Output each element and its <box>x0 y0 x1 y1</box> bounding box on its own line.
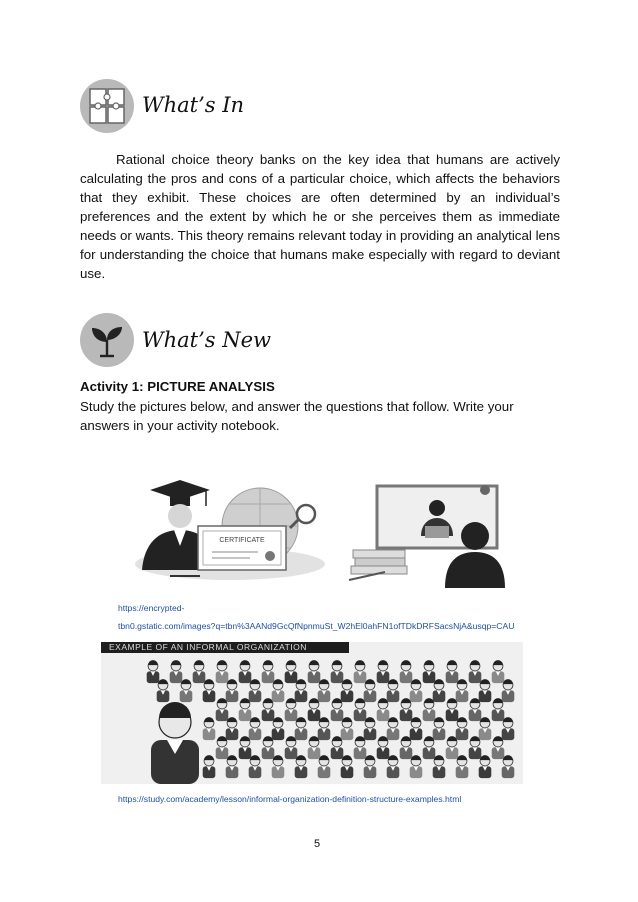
crowd-person <box>387 679 400 702</box>
crowd-person <box>377 660 390 683</box>
crowd-person <box>239 660 252 683</box>
crowd-person <box>492 698 505 721</box>
crowd-person <box>377 736 390 759</box>
puzzle-icon <box>80 79 134 133</box>
whats-in-paragraph <box>80 150 560 283</box>
crowd-person <box>423 660 436 683</box>
crowd-person <box>469 736 482 759</box>
crowd-person <box>331 736 344 759</box>
certificate-label: CERTIFICATE <box>219 537 265 544</box>
sprout-icon <box>80 313 134 367</box>
crowd-person <box>502 679 515 702</box>
crowd-person <box>272 679 285 702</box>
crowd-person <box>262 736 275 759</box>
crowd-person <box>354 736 367 759</box>
crowd-person <box>387 755 400 778</box>
crowd-person <box>203 679 216 702</box>
crowd-person <box>157 679 170 702</box>
crowd-person <box>285 698 298 721</box>
crowd-person <box>479 679 492 702</box>
crowd-person <box>354 698 367 721</box>
crowd-person <box>446 660 459 683</box>
crowd-person <box>180 679 193 702</box>
crowd-person <box>354 660 367 683</box>
crowd-person <box>492 736 505 759</box>
crowd-person <box>400 698 413 721</box>
crowd-person <box>308 660 321 683</box>
crowd-person <box>433 717 446 740</box>
crowd-person <box>249 755 262 778</box>
foreground-person <box>151 702 199 784</box>
crowd-person <box>308 698 321 721</box>
crowd-person <box>239 698 252 721</box>
crowd-person <box>216 698 229 721</box>
image-source-link-2[interactable]: https://study.com/academy/lesson/informal-organization-definition-structure-examples.html <box>118 794 462 804</box>
crowd-person <box>262 698 275 721</box>
image-source-link-1-line1[interactable]: https://encrypted- <box>118 603 185 613</box>
crowd-person <box>502 717 515 740</box>
crowd-person <box>249 679 262 702</box>
crowd-person <box>272 755 285 778</box>
crowd-person <box>203 717 216 740</box>
crowd-person <box>341 679 354 702</box>
crowd-person <box>272 717 285 740</box>
crowd-person <box>364 755 377 778</box>
informal-organization-picture <box>101 642 523 784</box>
crowd-person <box>469 660 482 683</box>
crowd-person <box>492 660 505 683</box>
image-source-link-1[interactable] <box>118 602 538 632</box>
crowd-person <box>170 660 183 683</box>
crowd-person <box>410 679 423 702</box>
crowd-person <box>249 717 262 740</box>
crowd-person <box>410 717 423 740</box>
crowd-person <box>203 755 216 778</box>
crowd-person <box>341 717 354 740</box>
crowd-person <box>364 717 377 740</box>
crowd-person <box>446 698 459 721</box>
crowd-person <box>456 755 469 778</box>
crowd-person <box>226 717 239 740</box>
crowd-person <box>285 736 298 759</box>
crowd-person <box>318 679 331 702</box>
crowd-person <box>193 660 206 683</box>
graduate-picture <box>130 474 330 584</box>
crowd-person <box>433 755 446 778</box>
crowd-person <box>226 755 239 778</box>
crowd-person <box>331 660 344 683</box>
crowd-person <box>216 736 229 759</box>
crowd-person <box>285 660 298 683</box>
crowd-person <box>262 660 275 683</box>
activity-title: Activity 1: PICTURE ANALYSIS <box>80 379 275 394</box>
crowd-person <box>433 679 446 702</box>
page-number: 5 <box>314 838 321 850</box>
crowd-person <box>216 660 229 683</box>
crowd-person <box>377 698 390 721</box>
crowd-person <box>318 755 331 778</box>
activity-instructions: Study the pictures below, and answer the questions that follow. Write your answers in your activity notebook. <box>80 399 514 433</box>
crowd-person <box>423 736 436 759</box>
crowd-person <box>318 717 331 740</box>
crowd-person <box>446 736 459 759</box>
crowd-person <box>331 698 344 721</box>
online-class-picture <box>345 480 505 588</box>
crowd-person <box>502 755 515 778</box>
crowd-person <box>456 717 469 740</box>
crowd-person <box>239 736 252 759</box>
crowd-person <box>469 698 482 721</box>
crowd-person <box>341 755 354 778</box>
crowd-person <box>410 755 423 778</box>
crowd-illustration <box>101 642 523 784</box>
crowd-person <box>423 698 436 721</box>
crowd-person <box>387 717 400 740</box>
section-title-whats-new: What’s New <box>142 328 271 352</box>
crowd-person <box>479 755 492 778</box>
crowd-person <box>400 736 413 759</box>
crowd-person <box>295 755 308 778</box>
crowd-person <box>295 717 308 740</box>
crowd-person <box>295 679 308 702</box>
crowd-person <box>147 660 160 683</box>
section-title-whats-in: What’s In <box>142 93 245 117</box>
crowd-person <box>226 679 239 702</box>
informal-organization-banner-text: EXAMPLE OF AN INFORMAL ORGANIZATION <box>109 642 307 652</box>
whats-in-text: Rational choice theory banks on the key idea that humans are actively calculating the pros and cons of a particular choice, which affects the behaviors that they exhibit. These choices are often determined by an individual’s preferences and the extent by which he or she perceives them as immediate needs or wants. This theory remains relevant today in providing an analytical lens for understanding the choice that humans make especially with regard to deviant use. <box>80 152 560 281</box>
image-source-link-1-line2[interactable]: tbn0.gstatic.com/images?q=tbn%3AANd9GcQfNpnmuSt_W2hEl0ahFN1ofTDkDRFSacsNjA&usqp=CAU <box>118 621 515 631</box>
crowd-person <box>308 736 321 759</box>
crowd-person <box>400 660 413 683</box>
crowd-person <box>479 717 492 740</box>
crowd-person <box>456 679 469 702</box>
crowd-person <box>364 679 377 702</box>
